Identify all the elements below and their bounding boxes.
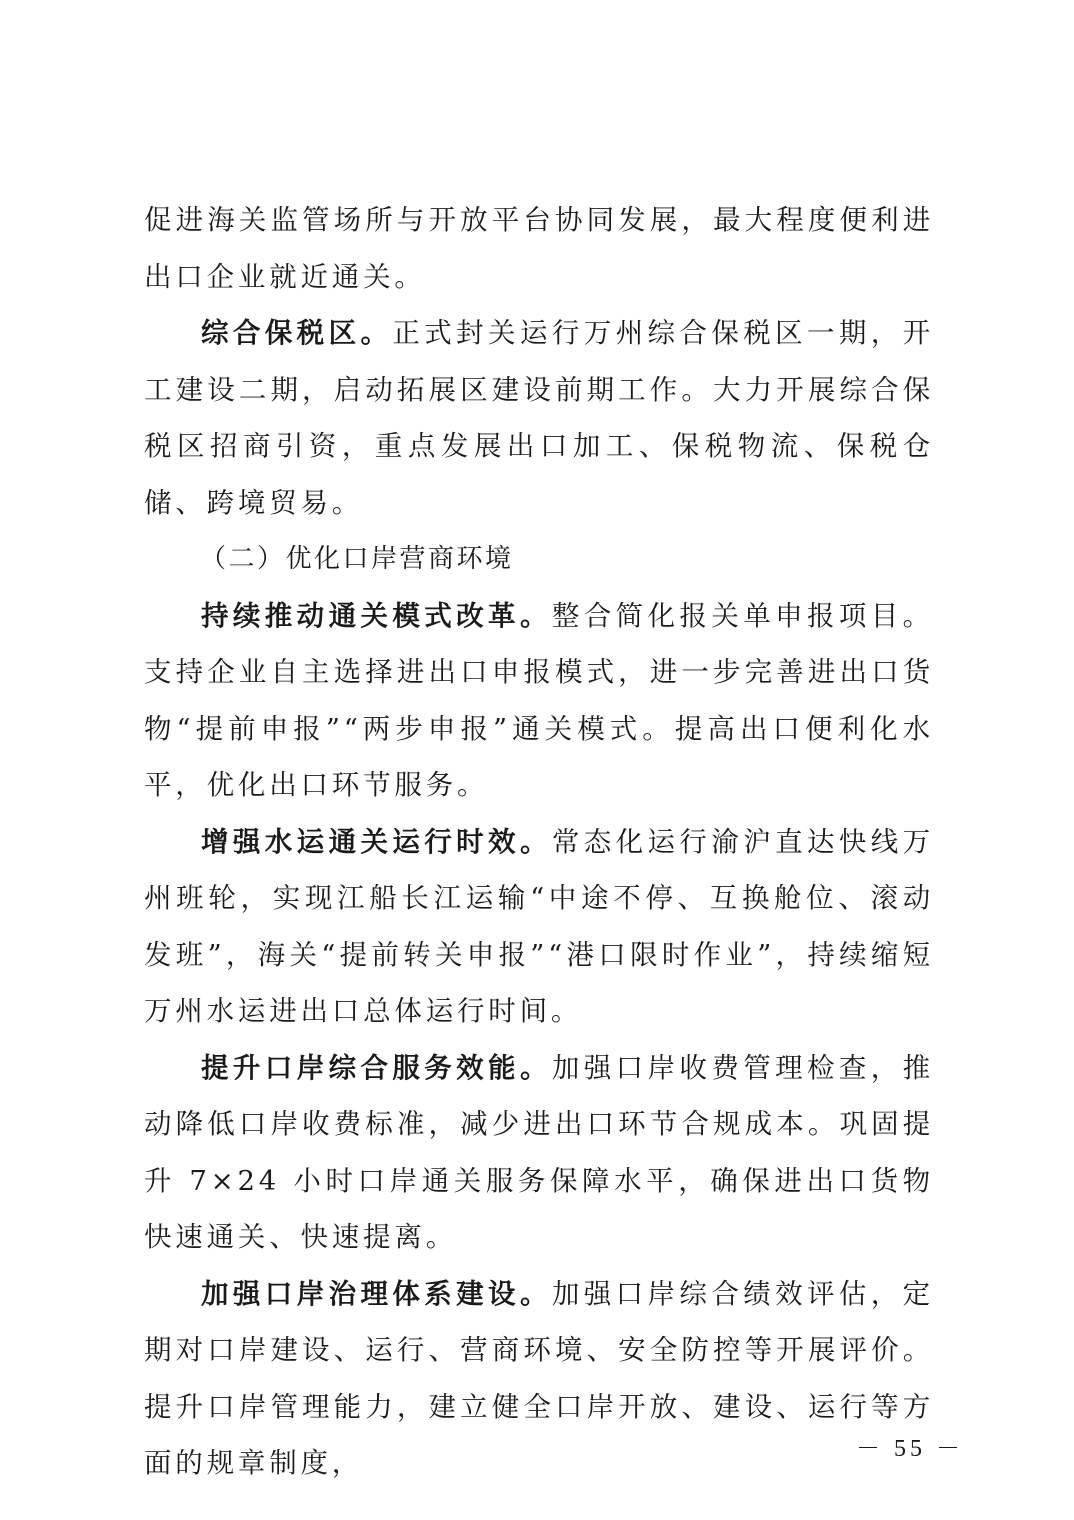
paragraph-text: 常态化运行渝沪直达快线万州班轮，实现江船长江运输“中途不停、互换舱位、滚动发班”，海关“提前转关申报”“港口限时作业”，持续缩短万州水运进出口总体运行时间。: [144, 825, 934, 1027]
paragraph-waterway-efficiency: [144, 814, 934, 1040]
section-heading: （二）优化口岸营商环境: [200, 544, 514, 574]
paragraph-text: 加强口岸综合绩效评估，定期对口岸建设、运行、营商环境、安全防控等开展评价。提升口岸管理能力，建立健全口岸开放、建设、运行等方面的规章制度，: [144, 1277, 934, 1479]
paragraph-lead: 提升口岸综合服务效能。: [201, 1051, 552, 1084]
paragraph-text: 加强口岸收费管理检查，推动降低口岸收费标准，减少进出口环节合规成本。巩固提升 7×24 小时口岸通关服务保障水平，确保进出口货物快速通关、快速提离。: [144, 1051, 934, 1253]
paragraph-lead: 增强水运通关运行时效。: [201, 825, 552, 858]
paragraph-lead: 持续推动通关模式改革。: [201, 599, 552, 632]
document-body: [144, 192, 934, 1492]
page-number: － 55 －: [856, 1436, 964, 1462]
paragraph-port-governance: [144, 1266, 934, 1492]
paragraph-customs-reform: [144, 588, 934, 814]
paragraph-port-service: [144, 1040, 934, 1266]
paragraph-text: 促进海关监管场所与开放平台协同发展，最大程度便利进出口企业就近通关。: [144, 204, 934, 293]
paragraph-continuation: [144, 192, 934, 305]
paragraph-lead: 加强口岸治理体系建设。: [201, 1277, 552, 1310]
paragraph-text: 整合简化报关单申报项目。支持企业自主选择进出口申报模式，进一步完善进出口货物“提前申报”“两步申报”通关模式。提高出口便利化水平，优化出口环节服务。: [144, 599, 934, 801]
paragraph-lead: 综合保税区。: [201, 317, 393, 349]
paragraph-comprehensive-bonded-zone: [144, 305, 934, 531]
paragraph-text: 正式封关运行万州综合保税区一期，开工建设二期，启动拓展区建设前期工作。大力开展综合保税区招商引资，重点发展出口加工、保税物流、保税仓储、跨境贸易。: [144, 317, 934, 519]
